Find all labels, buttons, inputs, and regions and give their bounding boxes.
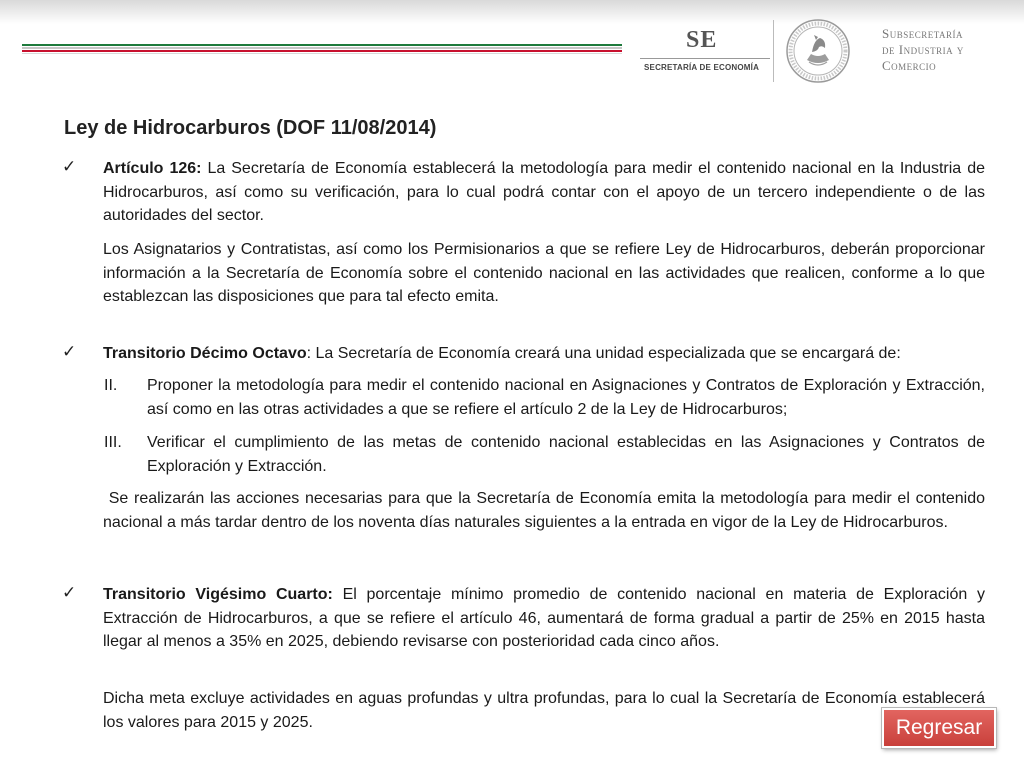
transitorio-18-extra: Se realizarán las acciones necesarias para que la Secretaría de Economía emita la metodología para medir el contenido nacional a más tardar dentro de los noventa días naturales siguientes a la entrada en vigor de la Ley de Hidrocarburos.	[103, 490, 990, 531]
subsecretaria-label	[882, 26, 1012, 74]
transitorio-18-paragraph	[103, 342, 985, 366]
list-item-number: II.	[104, 377, 118, 394]
regresar-button[interactable]: Regresar	[882, 708, 996, 748]
stripe-red	[22, 50, 622, 52]
tricolor-stripes	[22, 44, 622, 56]
header-background	[0, 0, 1024, 24]
transitorio-24-text: El porcentaje mínimo promedio de contenido nacional en materia de Exploración y Extracción de Hidrocarburos, a que se refiere el artículo 46, aumentará de forma gradual a partir de 25% en 2015 hasta llegar al menos a 35% en 2025, debiendo revisarse con posterioridad cada cinco años.	[103, 586, 986, 650]
stripe-gray	[22, 47, 622, 49]
page-title: Ley de Hidrocarburos (DOF 11/08/2014)	[64, 117, 437, 139]
stripe-light	[22, 53, 622, 54]
list-item-number: III.	[104, 434, 122, 451]
transitorio-18-text: : La Secretaría de Economía creará una unidad especializada que se encargará de:	[306, 345, 901, 362]
subsecretaria-line-3: Comercio	[882, 58, 937, 73]
transitorio-24-paragraph	[103, 583, 985, 654]
check-bullet-icon: ✓	[62, 342, 77, 361]
se-logo-block	[640, 27, 770, 75]
se-logo-rule	[640, 58, 770, 59]
header-divider	[773, 20, 774, 82]
se-logo: SE	[686, 27, 718, 53]
subsecretaria-line-1: Subsecretaría	[882, 26, 964, 41]
article-126-lead: Artículo 126:	[103, 160, 202, 177]
list-item-text: Verificar el cumplimiento de las metas de contenido nacional establecidas en las Asignaciones y Contratos de Exploración y Extracción.	[147, 434, 985, 475]
check-bullet-icon: ✓	[62, 157, 77, 176]
national-seal-icon	[785, 18, 851, 84]
stripe-green	[22, 44, 622, 46]
check-bullet-icon: ✓	[62, 583, 77, 602]
transitorio-24-extra: Dicha meta excluye actividades en aguas profundas y ultra profundas, para lo cual la Secretaría de Economía establecerá los valores para 2015 y 2025.	[103, 690, 985, 731]
transitorio-24-lead: Transitorio Vigésimo Cuarto:	[103, 586, 333, 603]
article-126-extra: Los Asignatarios y Contratistas, así como los Permisionarios a que se refiere Ley de Hidrocarburos, deberán proporcionar información a la Secretaría de Economía sobre el contenido nacional en las actividades que realicen, conforme a lo que establezcan las disposiciones que para tal efecto emita.	[103, 241, 985, 305]
article-126-paragraph	[103, 157, 985, 228]
se-subtitle: SECRETARÍA DE ECONOMÍA	[644, 63, 760, 72]
list-item-text: Proponer la metodología para medir el contenido nacional en Asignaciones y Contratos de Exploración y Extracción, así como en las otras actividades a que se refiere el artículo 2 de la Ley de Hidrocarburos;	[147, 377, 985, 418]
article-126-text: La Secretaría de Economía establecerá la metodología para medir el contenido nacional en la Industria de Hidrocarburos, así como su verificación, para lo cual podrá contar con el apoyo de un tercero independiente o de las autoridades del sector.	[103, 160, 985, 224]
transitorio-18-lead: Transitorio Décimo Octavo	[103, 345, 307, 362]
subsecretaria-line-2: de Industria y	[882, 42, 964, 57]
